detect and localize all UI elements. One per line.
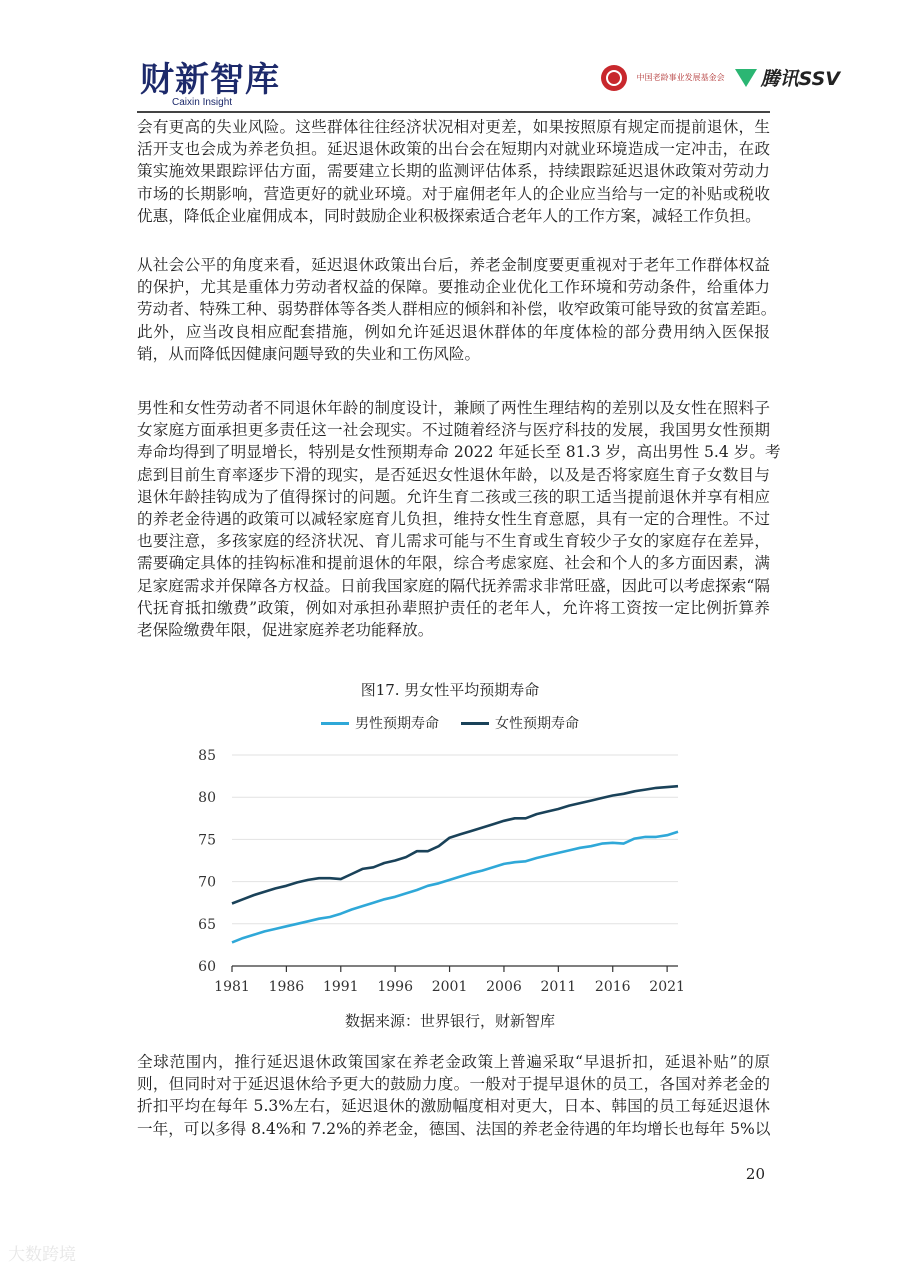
x-tick-label: 2006 — [486, 979, 522, 995]
legend-item-male — [321, 713, 439, 733]
text-line: 活开支也会成为养老负担。延迟退休政策的出台会在短期内对就业环境造成一定冲击，在政 — [137, 140, 770, 159]
foundation-seal-icon — [601, 65, 627, 91]
x-tick-label: 2021 — [649, 979, 685, 995]
text-line: 退休年龄挂钩成为了值得探讨的问题。允许生育二孩或三孩的职工适当提前退休并享有相应 — [137, 487, 770, 506]
chart-title: 图17. 男女性平均预期寿命 — [360, 681, 540, 699]
text-line: 男性和女性劳动者不同退休年龄的制度设计，兼顾了两性生理结构的差别以及女性在照料子 — [137, 399, 770, 417]
text-line: 策实施效果跟踪评估方面，需要建立长期的监测评估体系，持续跟踪延迟退休政策对劳动力 — [137, 162, 770, 181]
ssv-triangle-icon — [735, 69, 757, 87]
foundation-name: 中国老龄事业发展基金会 — [636, 73, 725, 82]
x-tick-label: 1986 — [268, 979, 305, 995]
text-line: 需要确定具体的挂钩标准和提前退休的年限，综合考虑家庭、社会和个人的多方面因素，满 — [137, 554, 770, 573]
header-divider — [137, 111, 770, 113]
x-tick-label: 1981 — [214, 979, 250, 995]
chart-source: 数据来源：世界银行，财新智库 — [344, 1012, 555, 1030]
text-line: 代抚育抵扣缴费”政策，例如对承担孙辈照护责任的老年人，允许将工资按一定比例折算养 — [137, 598, 770, 617]
text-line: 销，从而降低因健康问题导致的失业和工伤风险。 — [137, 344, 481, 363]
text-line: 的养老金待遇的政策可以减轻家庭育儿负担，维持女性生育意愿，具有一定的合理性。不过 — [137, 510, 770, 529]
text-line: 会有更高的失业风险。这些群体往往经济状况相对更差，如果按照原有规定而提前退休，生 — [137, 118, 770, 136]
text-line: 市场的长期影响，营造更好的就业环境。对于雇佣老年人的企业应当给与一定的补贴或税收 — [137, 184, 770, 203]
text-line: 优惠，降低企业雇佣成本，同时鼓励企业积极探索适合老年人的工作方案，减轻工作负担。 — [137, 206, 761, 225]
text-line: 折扣平均在每年 5.3%左右，延迟退休的激励幅度相对更大，日本、韩国的员工每延迟退休 — [137, 1097, 770, 1116]
female-life-expectancy-line — [232, 786, 678, 903]
y-tick-label: 85 — [198, 748, 216, 764]
paragraph-4 — [137, 1051, 770, 1140]
text-line: 的保护，尤其是重体力劳动者权益的保障。要推动企业优化工作环境和劳动条件，给重体力 — [137, 278, 770, 297]
ssv-label: 腾讯SSV — [760, 68, 840, 90]
text-line: 从社会公平的角度来看，延迟退休政策出台后，养老金制度要更重视对于老年工作群体权益 — [137, 256, 770, 274]
logo-english: Caixin Insight — [172, 97, 233, 108]
text-line: 此外，应当改良相应配套措施，例如允许延迟退休群体的年度体检的部分费用纳入医保报 — [137, 322, 770, 341]
legend-swatch-female — [461, 722, 489, 725]
text-line: 也要注意，多孩家庭的经济状况、育儿需求可能与不生育或生育较少子女的家庭存在差异， — [137, 532, 770, 551]
x-tick-label: 1991 — [322, 979, 359, 995]
x-tick-label: 2016 — [594, 979, 631, 995]
paragraph-2 — [137, 254, 777, 365]
text-line: 一年，可以多得 8.4%和 7.2%的养老金，德国、法国的养老金待遇的年均增长也每年 5%以 — [137, 1119, 771, 1138]
partner-logos — [601, 64, 840, 91]
y-tick-label: 80 — [198, 790, 216, 807]
chart-legend — [0, 713, 900, 733]
caixin-insight-logo — [140, 62, 280, 108]
y-tick-label: 65 — [198, 916, 216, 933]
x-tick-label: 1996 — [377, 979, 413, 995]
legend-item-female — [461, 713, 579, 733]
tencent-ssv-logo — [735, 64, 840, 91]
text-line: 女家庭方面承担更多责任这一社会现实。不过随着经济与医疗科技的发展，我国男女性预期 — [137, 421, 770, 440]
x-tick-label: 2001 — [431, 979, 468, 995]
watermark: 大数跨境 — [8, 1245, 76, 1265]
logo-chinese: 财新智库 — [140, 60, 280, 100]
text-line: 寿命均得到了明显增长，特别是女性预期寿命 2022 年延长至 81.3 岁，高出男性 5.4 岁。考 — [137, 443, 781, 462]
paragraph-1 — [137, 116, 770, 227]
paragraph-3 — [137, 397, 781, 641]
text-line: 劳动者、特殊工种、弱势群体等各类人群相应的倾斜和补偿，收窄政策可能导致的贫富差距。 — [137, 300, 777, 319]
page-number: 20 — [745, 1165, 765, 1183]
legend-label-male: 男性预期寿命 — [355, 716, 439, 732]
text-line: 足家庭需求并保障各方权益。日前我国家庭的隔代抚养需求非常旺盛，因此可以考虑探索“隔 — [137, 576, 770, 595]
text-line: 则，但同时对于延迟退休给予更大的鼓励力度。一般对于提早退休的员工，各国对养老金的 — [137, 1075, 770, 1094]
text-line: 全球范围内，推行延迟退休政策国家在养老金政策上普遍采取“早退折扣，延退补贴”的原 — [137, 1053, 770, 1071]
y-tick-label: 75 — [198, 832, 216, 849]
male-life-expectancy-line — [232, 832, 678, 943]
y-tick-label: 70 — [198, 874, 216, 891]
x-tick-label: 2011 — [540, 979, 577, 995]
y-tick-label: 60 — [198, 959, 216, 975]
legend-label-female: 女性预期寿命 — [495, 716, 579, 732]
legend-swatch-male — [321, 722, 349, 725]
text-line: 老保险缴费年限，促进家庭养老功能释放。 — [137, 621, 434, 640]
text-line: 虑到目前生育率逐步下滑的现实，是否延迟女性退休年龄，以及是否将家庭生育子女数目与 — [137, 465, 770, 484]
